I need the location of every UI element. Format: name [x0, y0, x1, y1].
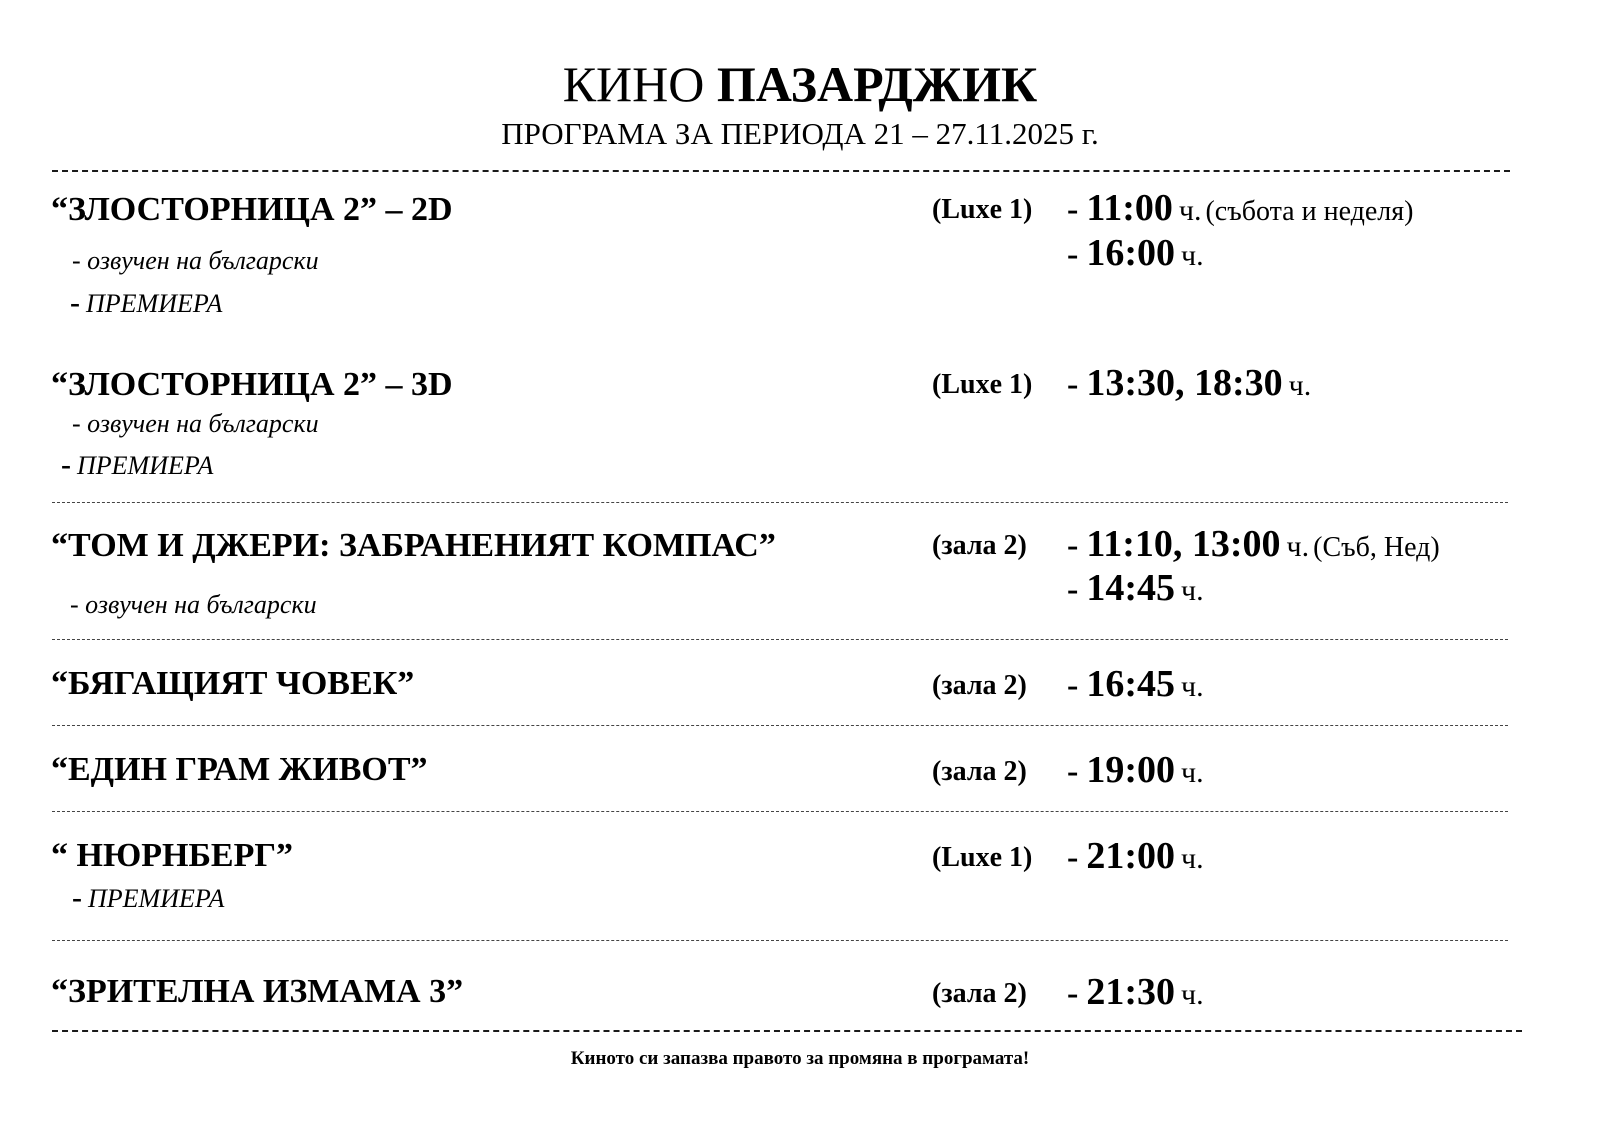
showtime-dash: -	[1067, 236, 1079, 273]
showtime-times: 11:10, 13:00	[1086, 523, 1281, 565]
showtime-times: 19:00	[1086, 749, 1175, 791]
film-title: “ТОМ И ДЖЕРИ: ЗАБРАНЕНИЯТ КОМПАС”	[51, 527, 776, 564]
premiere-dash: -	[61, 448, 71, 481]
divider	[52, 725, 1508, 726]
showtime-dash: -	[1067, 366, 1079, 403]
film-note-dubbed: - озвучен на български	[72, 246, 319, 275]
showtime-times: 16:00	[1086, 232, 1175, 274]
showtime-times: 13:30, 18:30	[1086, 362, 1283, 404]
showtime-row	[1067, 834, 1204, 886]
film-title: “ЗЛОСТОРНИЦА 2” – 3D	[51, 366, 453, 403]
divider	[52, 811, 1508, 812]
film-note-dubbed: - озвучен на български	[70, 590, 317, 619]
footer-disclaimer: Киното си запазва правото за промяна в програмата!	[570, 1048, 1030, 1069]
page-title	[0, 54, 1600, 114]
divider	[52, 639, 1508, 640]
showtime-unit: ч.	[1180, 239, 1204, 272]
showtime-dash: -	[1067, 975, 1079, 1012]
film-title: “ЗЛОСТОРНИЦА 2” – 2D	[51, 191, 453, 228]
film-note-premiere	[70, 288, 222, 319]
divider	[52, 940, 1508, 941]
showtime-dash: -	[1067, 839, 1079, 876]
hall-label: (зала 2)	[932, 756, 1027, 787]
hall-label: (Luxe 1)	[932, 369, 1033, 400]
hall-label: (Luxe 1)	[932, 194, 1033, 225]
showtime-condition: (събота и неделя)	[1205, 196, 1414, 227]
divider-bottom	[52, 1030, 1522, 1032]
showtime-unit: ч.	[1180, 756, 1204, 789]
showtime-row	[1067, 970, 1204, 1022]
showtime-unit: ч.	[1180, 574, 1204, 607]
hall-label: (Luxe 1)	[932, 842, 1033, 873]
showtime-times: 21:30	[1086, 971, 1175, 1013]
showtime-row	[1067, 662, 1204, 714]
premiere-dash: -	[72, 881, 82, 914]
premiere-label: ПРЕМИЕРА	[88, 884, 225, 913]
hall-label: (зала 2)	[932, 530, 1027, 561]
film-title: “БЯГАЩИЯТ ЧОВЕК”	[51, 665, 415, 702]
showtime-condition: (Съб, Нед)	[1313, 532, 1440, 563]
page-subtitle: ПРОГРАМА ЗА ПЕРИОДА 21 – 27.11.2025 г.	[501, 116, 1099, 151]
film-title: “ НЮРНБЕРГ”	[51, 837, 294, 874]
title-bold: ПАЗАРДЖИК	[716, 56, 1038, 112]
showtime-dash: -	[1067, 667, 1079, 704]
divider-top	[52, 170, 1510, 172]
hall-label: (зала 2)	[932, 670, 1027, 701]
film-note-premiere	[72, 883, 224, 914]
film-note-dubbed: - озвучен на български	[72, 409, 319, 438]
premiere-dash: -	[70, 286, 80, 319]
hall-label: (зала 2)	[932, 978, 1027, 1009]
showtime-times: 21:00	[1086, 835, 1175, 877]
showtime-row	[1067, 231, 1204, 283]
showtime-unit: ч.	[1178, 194, 1202, 227]
showtime-dash: -	[1067, 753, 1079, 790]
film-title: “ЕДИН ГРАМ ЖИВОТ”	[51, 751, 428, 788]
premiere-label: ПРЕМИЕРА	[77, 451, 214, 480]
showtime-dash: -	[1067, 191, 1079, 228]
showtime-dash: -	[1067, 571, 1079, 608]
showtime-row	[1067, 566, 1204, 618]
divider	[52, 502, 1508, 503]
showtime-unit: ч.	[1180, 842, 1204, 875]
film-note-premiere	[61, 450, 213, 481]
showtime-unit: ч.	[1288, 369, 1312, 402]
showtime-unit: ч.	[1286, 530, 1310, 563]
showtime-row	[1067, 361, 1311, 413]
film-title: “ЗРИТЕЛНА ИЗМАМА 3”	[51, 973, 464, 1010]
showtime-unit: ч.	[1180, 670, 1204, 703]
showtime-times: 16:45	[1086, 663, 1175, 705]
premiere-label: ПРЕМИЕРА	[86, 289, 223, 318]
showtime-unit: ч.	[1180, 978, 1204, 1011]
showtime-dash: -	[1067, 527, 1079, 564]
title-regular: КИНО	[562, 56, 705, 112]
showtime-times: 11:00	[1086, 187, 1173, 229]
showtime-times: 14:45	[1086, 567, 1175, 609]
showtime-row	[1067, 748, 1204, 800]
